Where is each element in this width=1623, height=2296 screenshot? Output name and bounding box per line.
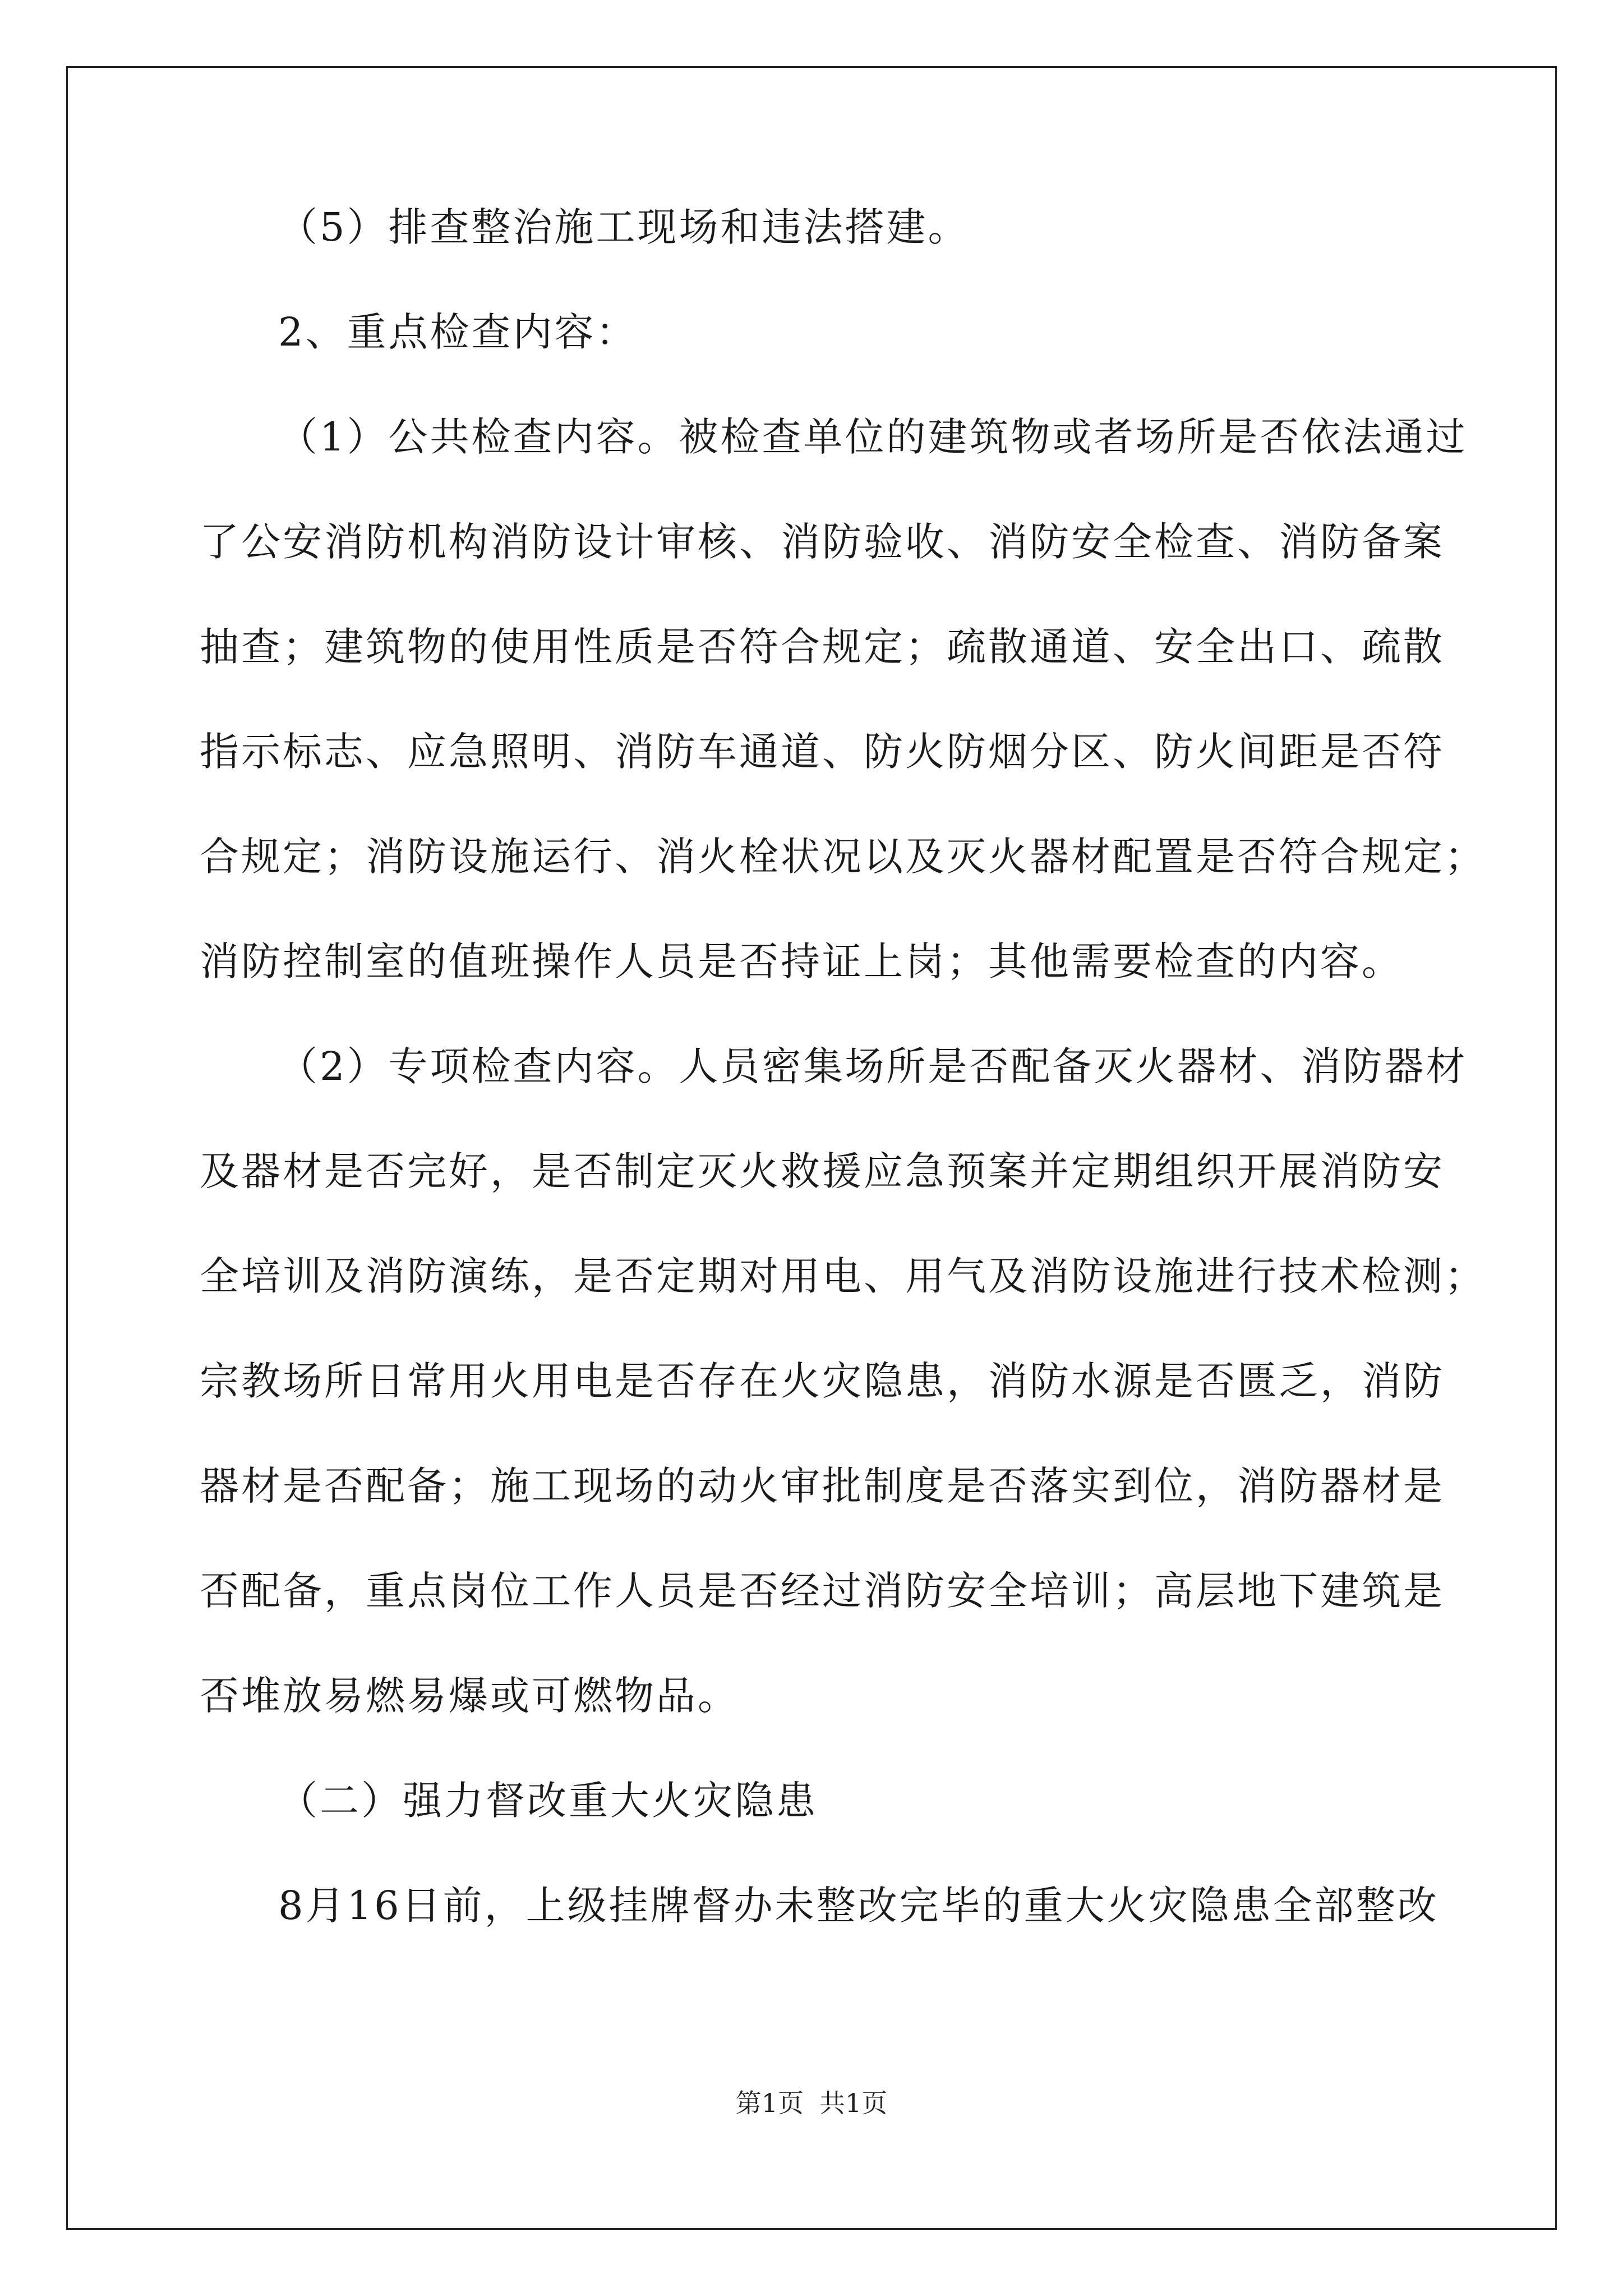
text-line: 消防控制室的值班操作人员是否持证上岗；其他需要检查的内容。 bbox=[200, 938, 1403, 984]
text-line: 8月16日前，上级挂牌督办未整改完毕的重大火灾隐患全部整改 bbox=[278, 1883, 1439, 1929]
text-line: 及器材是否完好，是否制定灭火救援应急预案并定期组织开展消防安 bbox=[200, 1148, 1445, 1194]
text-line: 宗教场所日常用火用电是否存在火灾隐患，消防水源是否匮乏，消防 bbox=[200, 1358, 1445, 1404]
text-line: 否堆放易燃易爆或可燃物品。 bbox=[200, 1673, 739, 1719]
page-total: 共1页 bbox=[819, 2088, 888, 2118]
text-line: （1）公共检查内容。被检查单位的建筑物或者场所是否依法通过 bbox=[278, 414, 1468, 460]
text-line: 全培训及消防演练，是否定期对用电、用气及消防设施进行技术检测； bbox=[200, 1253, 1486, 1299]
section-heading: （二）强力督改重大火灾隐患 bbox=[278, 1778, 818, 1824]
text-line: 指示标志、应急照明、消防车通道、防火防烟分区、防火间距是否符 bbox=[200, 729, 1445, 775]
page-number: 第1页 bbox=[735, 2088, 804, 2118]
text-line: 了公安消防机构消防设计审核、消防验收、消防安全检查、消防备案 bbox=[200, 519, 1445, 565]
text-line: 2、重点检查内容： bbox=[278, 309, 638, 355]
text-line: 合规定；消防设施运行、消火栓状况以及灭火器材配置是否符合规定； bbox=[200, 834, 1486, 880]
text-line: 否配备，重点岗位工作人员是否经过消防安全培训；高层地下建筑是 bbox=[200, 1568, 1445, 1614]
page-footer bbox=[0, 2083, 1623, 2120]
text-line: 抽查；建筑物的使用性质是否符合规定；疏散通道、安全出口、疏散 bbox=[200, 624, 1445, 670]
text-line: （2）专项检查内容。人员密集场所是否配备灭火器材、消防器材 bbox=[278, 1043, 1468, 1089]
text-line: 器材是否配备；施工现场的动火审批制度是否落实到位，消防器材是 bbox=[200, 1463, 1445, 1509]
text-line: （5）排查整治施工现场和违法搭建。 bbox=[278, 204, 970, 250]
